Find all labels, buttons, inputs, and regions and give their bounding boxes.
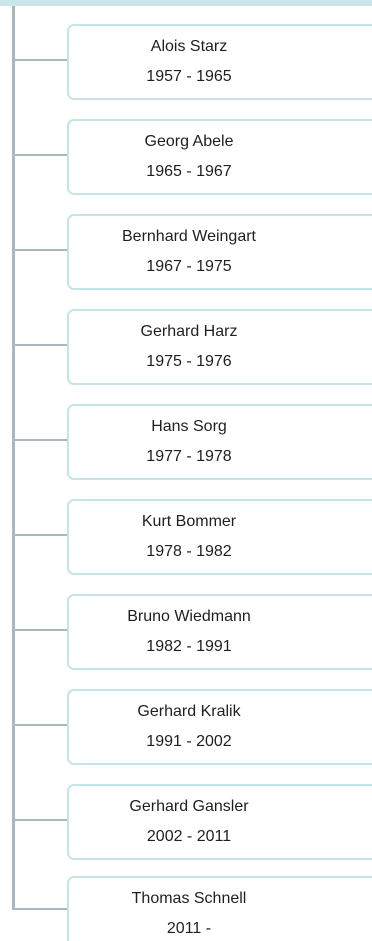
card-name: Gerhard Kralik — [137, 703, 241, 720]
timeline-connector — [15, 819, 70, 821]
timeline-card — [67, 499, 372, 575]
timeline-connector — [15, 249, 70, 251]
card-name: Thomas Schnell — [131, 890, 247, 907]
card-name: Gerhard Harz — [140, 323, 238, 340]
card-name: Hans Sorg — [151, 418, 227, 435]
timeline-trunk-line — [12, 6, 15, 910]
timeline-connector — [15, 629, 70, 631]
card-name: Georg Abele — [144, 133, 234, 150]
timeline-connector — [15, 154, 70, 156]
timeline-card — [67, 24, 372, 100]
timeline-card — [67, 309, 372, 385]
timeline-connector — [15, 908, 70, 910]
timeline-connector — [15, 439, 70, 441]
card-years: 1978 - 1982 — [146, 543, 232, 560]
card-years: 1975 - 1976 — [146, 353, 232, 370]
card-name: Alois Starz — [150, 38, 228, 55]
card-name: Bruno Wiedmann — [127, 608, 251, 625]
timeline-card — [67, 689, 372, 765]
card-years: 1977 - 1978 — [146, 448, 232, 465]
timeline-connector — [15, 344, 70, 346]
card-years: 1965 - 1967 — [146, 163, 232, 180]
timeline-card — [67, 119, 372, 195]
top-bar — [0, 0, 372, 6]
card-years: 1982 - 1991 — [146, 638, 232, 655]
timeline-connector — [15, 724, 70, 726]
timeline-card — [67, 214, 372, 290]
card-years: 1957 - 1965 — [146, 68, 232, 85]
card-name: Kurt Bommer — [141, 513, 237, 530]
card-years: 1991 - 2002 — [146, 733, 232, 750]
card-years: 2011 - — [166, 920, 212, 937]
card-name: Bernhard Weingart — [122, 228, 256, 245]
card-years: 2002 - 2011 — [146, 828, 232, 845]
timeline-card — [67, 404, 372, 480]
timeline-card — [67, 876, 372, 941]
timeline-connector — [15, 59, 70, 61]
timeline-card — [67, 784, 372, 860]
timeline-connector — [15, 534, 70, 536]
timeline-card — [67, 594, 372, 670]
card-years: 1967 - 1975 — [146, 258, 232, 275]
card-name: Gerhard Gansler — [129, 798, 249, 815]
